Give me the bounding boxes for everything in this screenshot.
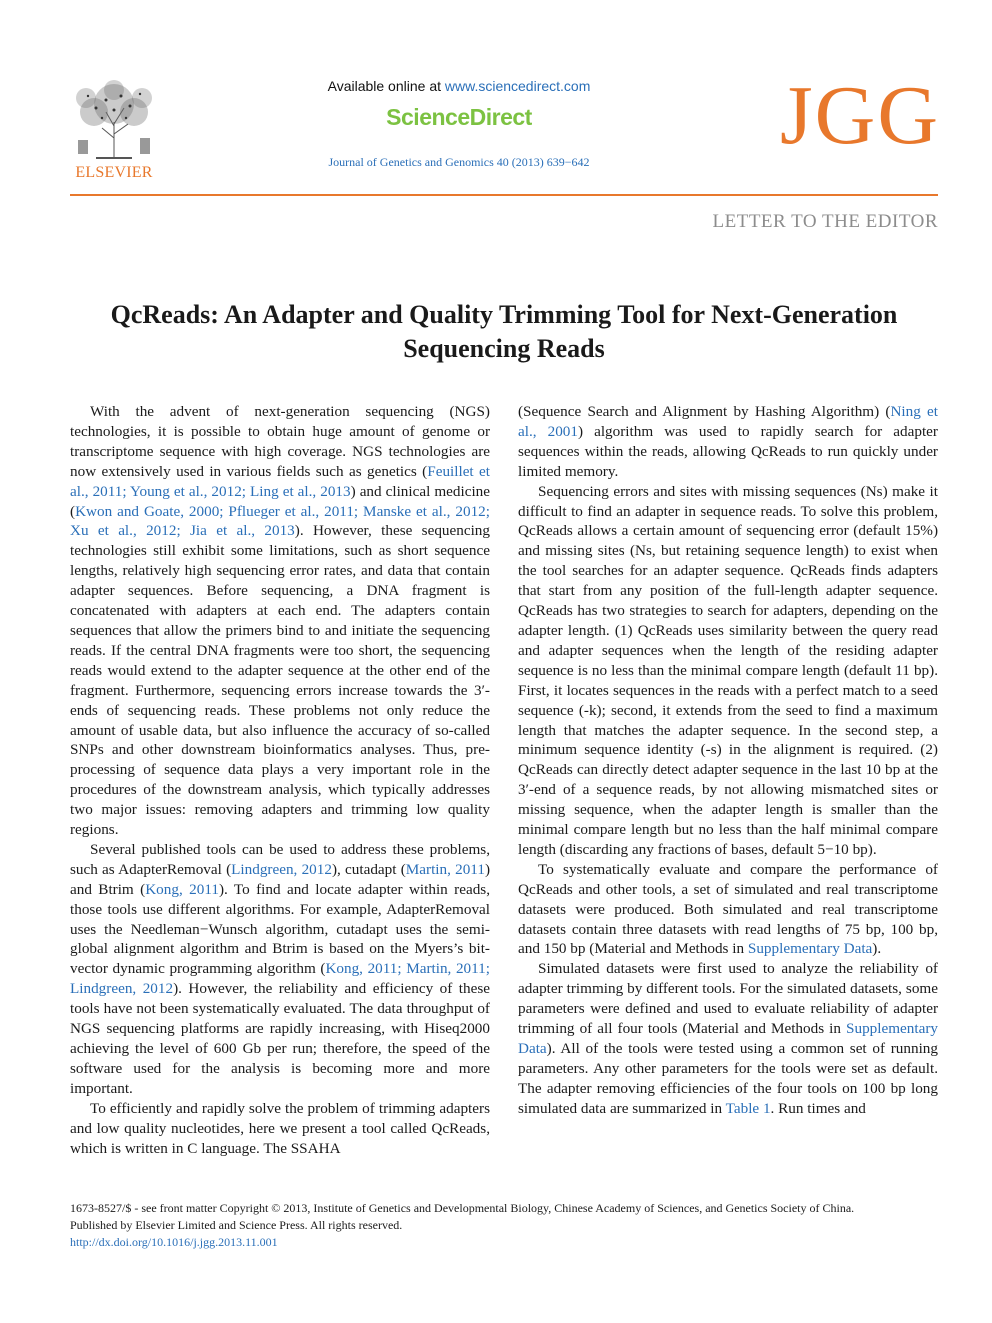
- publisher-name: ELSEVIER: [75, 164, 153, 181]
- citation-link[interactable]: Feuillet et al., 2011; Young et al., 2012; Ling et al., 2013: [70, 462, 491, 500]
- availability-line: [300, 78, 618, 94]
- supplementary-link[interactable]: Supplementary Data: [518, 1020, 938, 1057]
- citation-link[interactable]: Kong, 2011: [145, 880, 219, 898]
- footer: [70, 1200, 938, 1251]
- sciencedirect-wordmark: ScienceDirect: [386, 104, 532, 130]
- sciencedirect-link[interactable]: www.sciencedirect.com: [444, 78, 591, 94]
- publisher-line: Published by Elsevier Limited and Science Press. All rights reserved.: [70, 1218, 403, 1232]
- text-run: Simulated datasets were first used to analyze the reliability of adapter trimming by different tools. For the simulated datasets, some parameters were defined and used to evaluate reliability of adapter trimming of all four tools (Material and Methods in: [518, 960, 938, 1038]
- supplementary-link[interactable]: Supplementary Data: [747, 940, 873, 958]
- available-prefix: Available online at: [327, 78, 445, 94]
- body-column-right: [518, 402, 938, 1119]
- citation-link[interactable]: Martin, 2011: [405, 860, 485, 878]
- text-run: ).: [872, 940, 882, 958]
- paragraph: [518, 959, 938, 1118]
- text-run: ). However, these sequencing technologies still exhibit some limitations, such as short sequence lengths, relatively high sequencing error rates, and data that contain adapter sequences. Before sequencing, a DNA fragment is concatenated with adapters at each end. The adapters contain sequences that allow the primers bind to and initiate the sequencing reads. If the central DNA fragments were too short, the sequencing reads would extend to the adapter sequence at the other end of the fragment. Furthermore, sequencing errors increase towards the 3′-ends of sequencing reads. These problems not only reduce the amount of usable data, but also influence the accuracy of so-called SNPs and other downstream bioinformatics analyses. Thus, pre-processing of sequence data plays a very important role in the procedures of the downstream analysis, which typically addresses two major issues: removing adapters and trimming low quality regions.: [70, 522, 490, 839]
- section-label: LETTER TO THE EDITOR: [712, 211, 938, 232]
- paragraph: To efficiently and rapidly solve the problem of trimming adapters and low quality nucleotides, here we present a tool called QcReads, which is written in C language. The SSAHA: [70, 1099, 490, 1157]
- text-run: ). However, the reliability and efficiency of these tools have not been systematically evaluated. The data throughput of NGS sequencing platforms are rapidly increasing, with Hiseq2000 achieving the level of 600 Gb per run; therefore, the speed of the software used for the analysis is becoming more and more important.: [70, 980, 490, 1097]
- article-title: [70, 298, 938, 366]
- paragraph-continued: [518, 402, 938, 482]
- paragraph: [70, 402, 490, 840]
- citation-link[interactable]: Kwon and Goate, 2000; Pflueger et al., 2011; Manske et al., 2012; Xu et al., 2012; Jia et al., 2013: [70, 502, 490, 540]
- text-run: ) algorithm was used to rapidly search for adapter sequences within the reads, allowing QcReads to run quickly under limited memory.: [518, 422, 938, 480]
- table-link[interactable]: Table 1: [725, 1099, 771, 1117]
- text-run: ) and Btrim (: [70, 860, 490, 898]
- paragraph: [518, 860, 938, 960]
- title-line-1: QcReads: An Adapter and Quality Trimming Tool for Next-Generation: [110, 300, 898, 329]
- header-divider: [70, 194, 938, 196]
- citation-link[interactable]: Lindgreen, 2012: [231, 860, 332, 878]
- text-run: Several published tools can be used to address these problems, such as AdapterRemoval (: [70, 840, 490, 878]
- copyright-line: 1673-8527/$ - see front matter Copyright © 2013, Institute of Genetics and Developmental Biology, Chinese Academy of Sciences, and Genetics Society of China.: [70, 1201, 855, 1215]
- doi-link[interactable]: http://dx.doi.org/10.1016/j.jgg.2013.11.001: [70, 1235, 278, 1249]
- journal-logo: JGG: [779, 69, 940, 162]
- text-run: With the advent of next-generation sequencing (NGS) technologies, it is possible to obtain huge amount of genome or transcriptome sequence with high coverage. NGS technologies are now extensively used in various fields such as genetics (: [70, 403, 490, 480]
- text-run: . Run times and: [770, 1099, 866, 1117]
- text-run: ). All of the tools were tested using a common set of running parameters. Any other parameters for the tools were set as default. The adapter removing efficiencies of the four tools on 100 bp long simulated data are summarized in: [518, 1040, 938, 1117]
- citation-link[interactable]: Ning et al., 2001: [518, 403, 938, 440]
- text-run: ). To find and locate adapter within reads, those tools use different algorithms. For example, AdapterRemoval uses the Needleman−Wunsch algorithm, cutadapt uses the semi-global alignment algorithm and Btrim is based on the Myers’s bit-vector dynamic programming algorithm (: [70, 880, 491, 978]
- body-column-left: [70, 402, 490, 1158]
- text-run: To systematically evaluate and compare the performance of QcReads and other tools, a set of simulated and real transcriptome datasets were produced. Both simulated and real transcriptome datasets contain three datasets with read lengths of 75 bp, 100 bp, and 150 bp (Material and Methods in: [518, 860, 938, 958]
- title-line-2: Sequencing Reads: [403, 334, 605, 363]
- elsevier-tree-icon: [66, 78, 162, 162]
- paragraph: Sequencing errors and sites with missing sequences (Ns) make it difficult to find an adapter in sequence reads. To solve this problem, QcReads allows a certain amount of sequencing error (default 15%) and missing sites (Ns, but retaining sequence length) to exist when the tool searches for an adapter sequence. QcReads finds adapters that start from any position of the full-length adapter sequence. QcReads has two strategies to search for adapters, depending on the adapter length. (1) QcReads uses similarity between the query read and adapter sequences when the length of the residing adapter sequence is no less than the minimal compare length (default 11 bp). First, it locates sequences in the reads with a perfect match to a seed sequence (-k); second, it extends from the seed to find a maximum length that matches the adapter sequence. In the second step, a minimum sequence identity (-s) in the alignment is required. (2) QcReads can directly detect adapter sequence in the last 10 bp at the 3′-end of a sequence reads, by not allowing mismatched sites or missing sequence, when the adapter length is smaller than the minimal compare length but no less than the half minimal compare length (discarding any fractions of bases, default 5−10 bp).: [518, 482, 938, 858]
- citation-link[interactable]: Kong, 2011; Martin, 2011; Lindgreen, 2012: [70, 960, 490, 998]
- text-run: (Sequence Search and Alignment by Hashing Algorithm) (: [518, 403, 891, 420]
- journal-citation[interactable]: Journal of Genetics and Genomics 40 (2013) 639−642: [328, 155, 590, 169]
- paragraph: [70, 840, 490, 1099]
- text-run: ), cutadapt (: [331, 860, 406, 878]
- elsevier-logo: [66, 78, 162, 186]
- text-run: ) and clinical medicine (: [70, 482, 490, 520]
